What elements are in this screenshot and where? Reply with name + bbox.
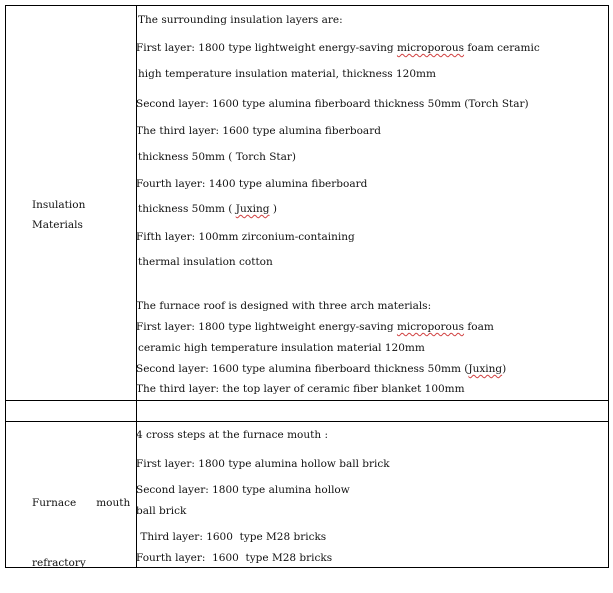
table-cell-line: First layer: 1800 type alumina hollow ball brick bbox=[136, 458, 390, 470]
spellcheck-word: microporous bbox=[396, 321, 465, 333]
text-segment: Second layer: 1600 type alumina fiberboard thickness 50mm ( bbox=[136, 363, 469, 375]
row-divider-1 bbox=[5, 400, 609, 401]
table-cell-line: The third layer: the top layer of ceramic fiber blanket 100mm bbox=[136, 383, 465, 395]
row-label-insulation bbox=[32, 195, 85, 235]
table-cell-line: thickness 50mm ( Torch Star) bbox=[138, 151, 297, 163]
table-cell-line: 4 cross steps at the furnace mouth : bbox=[136, 429, 328, 441]
spellcheck-word: microporous bbox=[396, 42, 465, 54]
row-label-line: refractory bbox=[32, 557, 86, 569]
row-label-line: Materials bbox=[32, 219, 83, 231]
table-border-top bbox=[5, 5, 609, 6]
table-cell-line: Second layer: 1800 type alumina hollow bbox=[136, 484, 350, 496]
table-cell-line: Fourth layer: 1400 type alumina fiberboard bbox=[136, 178, 368, 190]
text-segment: ) bbox=[269, 203, 277, 215]
table-cell-line: ceramic high temperature insulation material 120mm bbox=[138, 342, 425, 354]
table-border-left bbox=[5, 5, 6, 568]
row-label-furnace-mouth bbox=[32, 453, 130, 593]
table-cell-line: The third layer: 1600 type alumina fiberboard bbox=[136, 125, 381, 137]
table-cell-line: The furnace roof is designed with three arch materials: bbox=[136, 300, 432, 312]
text-segment: foam bbox=[464, 321, 494, 333]
spellcheck-word: Juxing bbox=[235, 203, 270, 215]
table-cell-line: Third layer: 1600 type M28 bricks bbox=[137, 531, 327, 543]
row-label-line: Furnace mouth bbox=[32, 497, 131, 509]
row-divider-2 bbox=[5, 421, 609, 422]
text-segment: thickness 50mm ( bbox=[138, 203, 236, 215]
table-cell-line: ball brick bbox=[136, 505, 187, 517]
table-cell-line bbox=[138, 203, 277, 215]
row-label-line: Insulation bbox=[32, 199, 86, 211]
table-cell-line: thermal insulation cotton bbox=[138, 256, 273, 268]
text-segment: First layer: 1800 type lightweight energy-saving bbox=[136, 321, 397, 333]
table-cell-line bbox=[136, 321, 494, 333]
table-cell-line: Fourth layer: 1600 type M28 bricks bbox=[136, 552, 333, 564]
text-segment: ) bbox=[502, 363, 507, 375]
table-cell-line bbox=[136, 363, 506, 375]
table-cell-line: The surrounding insulation layers are: bbox=[138, 14, 343, 26]
text-segment: First layer: 1800 type lightweight energy-saving bbox=[136, 42, 397, 54]
spellcheck-word: Juxing bbox=[468, 363, 503, 375]
text-segment: foam ceramic bbox=[464, 42, 540, 54]
table-cell-line: Second layer: 1600 type alumina fiberboard thickness 50mm (Torch Star) bbox=[136, 98, 529, 110]
table-cell-line: Fifth layer: 100mm zirconium-containing bbox=[136, 231, 355, 243]
table-cell-line bbox=[136, 42, 540, 54]
table-border-right bbox=[608, 5, 609, 568]
table-cell-line: high temperature insulation material, thickness 120mm bbox=[138, 68, 436, 80]
